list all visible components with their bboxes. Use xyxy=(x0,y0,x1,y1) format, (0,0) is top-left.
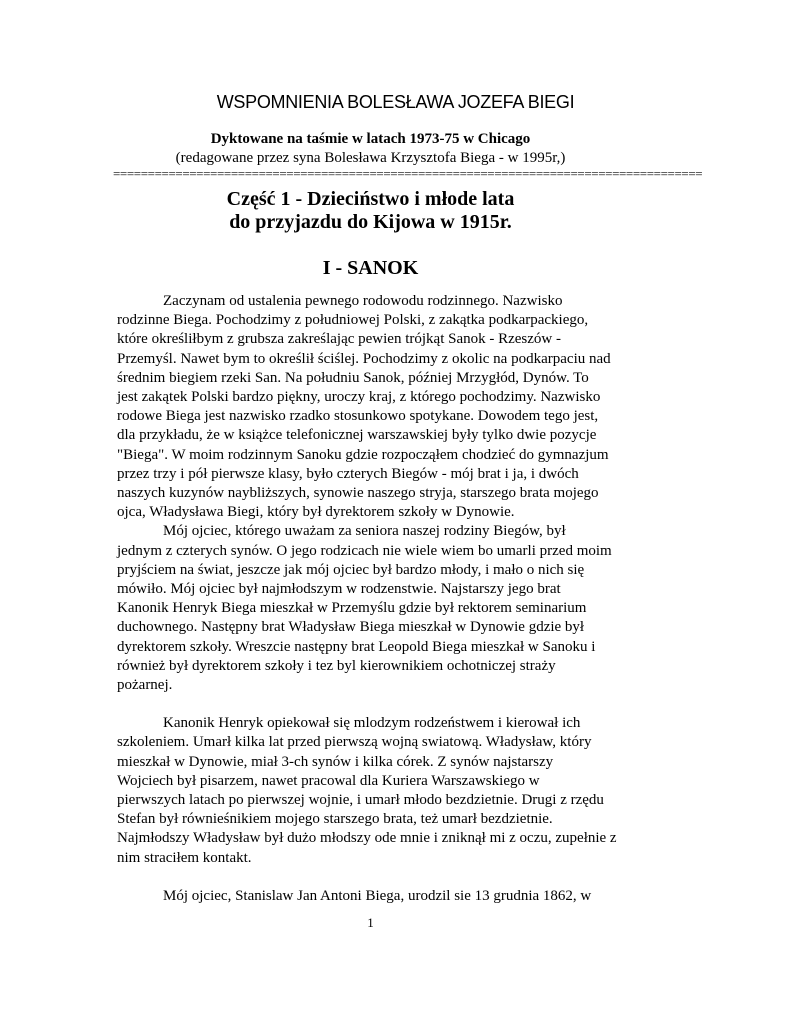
text-line: dyrektorem szkoły. Wreszcie następny brat Leopold Biega mieszkał w Sanoku i xyxy=(117,638,596,655)
separator-rule: ===================================================================================== xyxy=(113,166,703,181)
text-line: pożarnej. xyxy=(117,677,173,694)
text-line: przez trzy i pół pierwsze klasy, było czterych Biegów - mój brat i ja, i dwóch xyxy=(117,465,579,482)
text-line: mieszkał w Dynowie, miał 3-ch synów i kilka córek. Z synów najstarszy xyxy=(117,753,554,770)
paragraph xyxy=(117,292,637,522)
text-line: duchownego. Następny brat Władysław Biega mieszkał w Dynowie gdzie był xyxy=(117,619,585,636)
text-line: dla przykładu, że w książce telefonicznej warszawskiej były tylko dwie pozycje xyxy=(117,427,597,444)
paragraph xyxy=(117,522,637,695)
text-line: naszych kuzynów naybliższych, synowie naszego stryja, starszego brata mojego xyxy=(117,485,599,502)
text-line: Przemyśl. Nawet bym to określił ściślej. Pochodzimy z okolic na podkarpaciu nad xyxy=(117,350,611,367)
paragraph xyxy=(117,887,637,906)
chapter-title: I - SANOK xyxy=(322,257,419,279)
document-title: WSPOMNIENIA BOLESŁAWA JOZEFA BIEGI xyxy=(216,92,575,112)
text-line: Zaczynam od ustalenia pewnego rodowodu rodzinnego. Nazwisko xyxy=(163,293,563,309)
text-line: jednym z czterych synów. O jego rodzicach nie wiele wiem bo umarli przed moim xyxy=(117,542,612,559)
text-line: rodzinne Biega. Pochodzimy z południowej Polski, z zakątka podkarpackiego, xyxy=(117,312,589,329)
text-line: pryjściem na świat, jeszcze jak mój ojciec był bardzo młody, i mało o nich się xyxy=(117,561,585,578)
text-line: Mój ojciec, którego uważam za seniora naszej rodziny Biegów, był xyxy=(163,523,566,540)
text-line: średnim biegiem rzeki San. Na południu Sanok, później Mrzygłód, Dynów. To xyxy=(117,369,589,386)
document-editor-note: (redagowane przez syna Bolesława Krzysztofa Biega - w 1995r,) xyxy=(175,150,566,166)
text-line: Wojciech był pisarzem, nawet pracowal dla Kuriera Warszawskiego w xyxy=(117,772,540,789)
text-line: pierwszych latach po pierwszej wojnie, i umarł młodo bezdzietnie. Drugi z rzędu xyxy=(117,792,604,809)
text-line: które określiłbym z grubsza zakreślając pewien trójkąt Sanok - Rzeszów - xyxy=(117,331,562,348)
text-line: szkoleniem. Umarł kilka lat przed pierwszą wojną swiatową. Władysław, który xyxy=(117,734,592,751)
part-title-line-1: Część 1 - Dzieciństwo i młode lata xyxy=(226,188,515,210)
text-line: jest zakątek Polski bardzo piękny, uroczy kraj, z którego pochodzimy. Nazwisko xyxy=(117,389,601,406)
text-line: Mój ojciec, Stanislaw Jan Antoni Biega, urodzil sie 13 grudnia 1862, w xyxy=(163,887,592,904)
text-line: również był dyrektorem szkoły i tez byl kierownikiem ochotniczej straży xyxy=(117,657,556,674)
text-line: mówiło. Mój ojciec był najmłodszym w rodzenstwie. Najstarszy jego brat xyxy=(117,581,561,598)
text-line: rodowe Biega jest nazwisko rzadko stosunkowo spotykane. Dowodem tego jest, xyxy=(117,408,599,425)
body-text xyxy=(117,292,637,906)
page-number: 1 xyxy=(367,915,374,930)
text-line: Kanonik Henryk opiekował się mlodzym rodzeństwem i kierował ich xyxy=(163,715,581,732)
text-line: "Biega". W moim rodzinnym Sanoku gdzie rozpocząłem chodzieć do gymnazjum xyxy=(117,446,609,463)
part-title-line-2: do przyjazdu do Kijowa w 1915r. xyxy=(229,211,512,233)
text-line: Kanonik Henryk Biega mieszkał w Przemyślu gdzie był rektorem seminarium xyxy=(117,600,587,617)
paragraph xyxy=(117,714,637,868)
text-line: nim straciłem kontakt. xyxy=(117,849,252,866)
part-title xyxy=(0,188,741,234)
document-subtitle: Dyktowane na taśmie w latach 1973-75 w Chicago xyxy=(210,131,531,147)
text-line: Stefan był równieśnikiem mojego starszego brata, też umarł bezdzietnie. xyxy=(117,811,553,828)
text-line: Najmłodszy Władysław był dużo młodszy ode mnie i zniknął mi z oczu, zupełnie z xyxy=(117,830,617,847)
text-line: ojca, Władysława Biegi, który był dyrektorem szkoły w Dynowie. xyxy=(117,504,515,521)
